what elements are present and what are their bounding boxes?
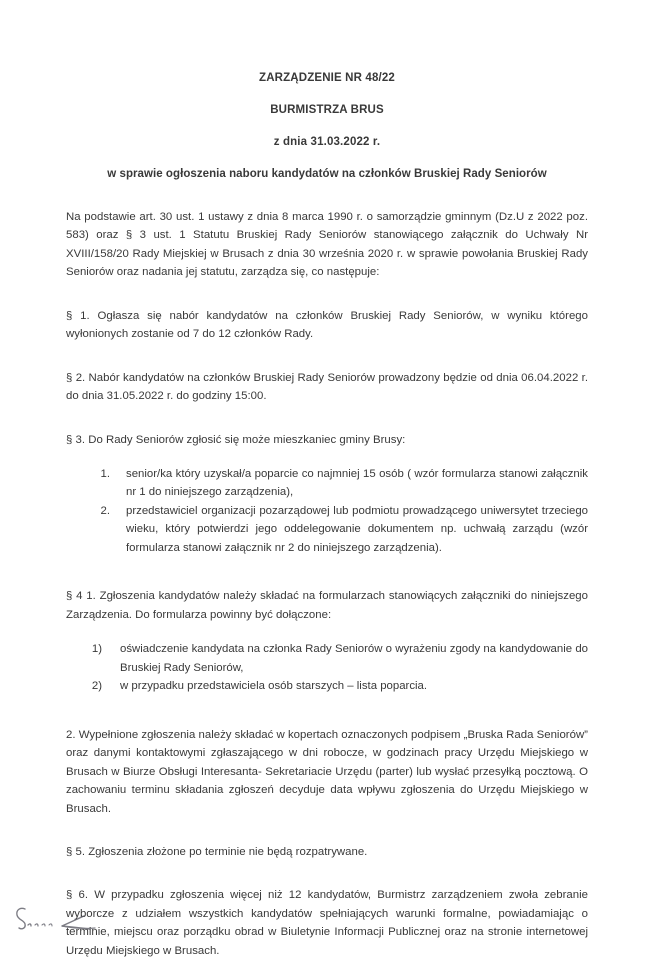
list-item [66, 465, 588, 502]
list-item-marker: 2. [100, 504, 110, 517]
list-item-marker: 2) [91, 680, 102, 693]
document-title-block [66, 0, 588, 182]
list-item [66, 640, 588, 677]
paragraph-section-4-2: 2. Wypełnione zgłoszenia należy składać w kopertach oznaczonych podpisem „Bruska Rada Seniorów” oraz danymi kontaktowymi zgłaszającego w dni robocze, w godzinach pracy Urzędu Miejskiego w Brusach w Biurze Obsługi Interesanta- Sekretariacie Urzędu (parter) lub wysłać przesyłką pocztową. O zachowaniu terminu składania zgłoszeń decyduje data wpływu zgłoszenia do Urzędu Miejskiego w Brusach. [66, 728, 588, 815]
list-item [66, 677, 588, 695]
paragraph-section-4-1: § 4 1. Zgłoszenia kandydatów należy składać na formularzach stanowiących załączniki do niniejszego Zarządzenia. Do formularza powinny być dołączone: [66, 590, 588, 621]
application-attachments-list [66, 640, 588, 695]
candidate-eligibility-list [66, 465, 588, 557]
paragraph-section-2: § 2. Nabór kandydatów na członków Bruskiej Rady Seniorów prowadzony będzie od dnia 06.04.2022 r. do dnia 31.05.2022 r. do godziny 15:00. [66, 371, 588, 403]
list-item-marker: 1. [100, 467, 110, 480]
list-item-marker: 1) [91, 643, 102, 656]
list-item-text: oświadczenie kandydata na członka Rady Seniorów o wyrażeniu zgody na kandydowanie do Bruskiej Rady Seniorów, [120, 643, 588, 674]
document-content [66, 0, 588, 960]
list-item-text: senior/ka który uzyskał/a poparcie co najmniej 15 osób ( wzór formularza stanowi załącznik nr 1 do niniejszego zarządzenia), [126, 467, 588, 499]
paragraph-section-1: § 1. Ogłasza się nabór kandydatów na członków Bruskiej Rady Seniorów, w wyniku którego wyłonionych zostanie od 7 do 12 członków Rady. [66, 309, 588, 341]
paragraph-section-3: § 3. Do Rady Seniorów zgłosić się może mieszkaniec gminy Brusy: [66, 433, 406, 446]
paragraph-legal-basis: Na podstawie art. 30 ust. 1 ustawy z dnia 8 marca 1990 r. o samorządzie gminnym (Dz.U z 2022 poz. 583) oraz § 3 ust. 1 Statutu Bruskiej Rady Seniorów stanowiącego załącznik do Uchwały Nr XVIII/158/20 Rady Miejskiej w Brusach z dnia 30 września 2020 r. w sprawie powołania Bruskiej Rady Seniorów oraz nadania jej statutu, zarządza się, co następuje: [66, 210, 588, 279]
title-line-ordinance-number: ZARZĄDZENIE NR 48/22 [259, 72, 395, 84]
handwritten-signature [12, 898, 122, 938]
list-item-text: w przypadku przedstawiciela osób starszych – lista poparcia. [120, 680, 428, 693]
title-line-authority: BURMISTRZA BRUS [270, 103, 384, 116]
list-item-text: przedstawiciel organizacji pozarządowej lub podmiotu prowadzącego uniwersytet trzeciego wieku, który potwierdzi jego oddelegowanie dokumentem np. uchwałą zarządu (wzór formularza stanowi załącznik nr 2 do niniejszego zarządzenia). [126, 504, 588, 554]
paragraph-section-6: § 6. W przypadku zgłoszenia więcej niż 12 kandydatów, Burmistrz zarządzeniem zwoła zebranie wyborcze z udziałem wszystkich kandydatów spełniających warunki formalne, powiadamiając o terminie, miejscu oraz porządku obrad w Biuletynie Informacji Publicznej oraz na stronie internetowej Urzędu Miejskiego w Brusach. [66, 889, 588, 957]
paragraph-section-5: § 5. Zgłoszenia złożone po terminie nie będą rozpatrywane. [66, 846, 368, 859]
document-subtitle: w sprawie ogłoszenia naboru kandydatów na członków Bruskiej Rady Seniorów [107, 168, 547, 181]
list-item [66, 502, 588, 557]
title-line-date: z dnia 31.03.2022 r. [273, 135, 381, 148]
